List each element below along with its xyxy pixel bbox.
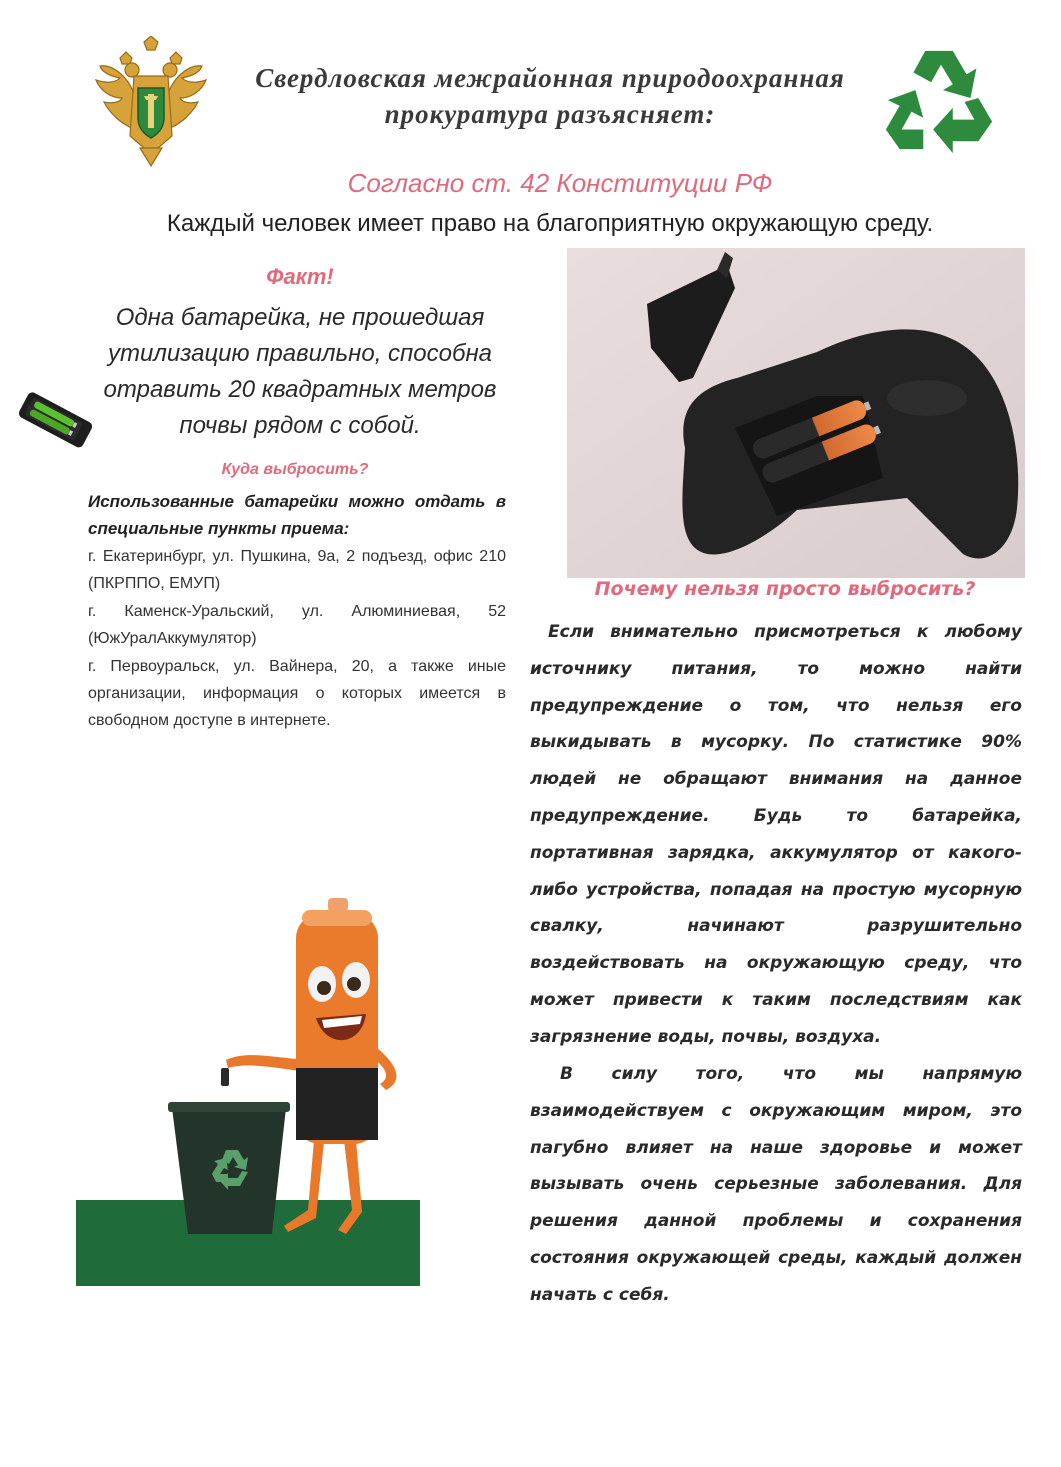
where-lead: Использованные батарейки можно отдать в специальные пункты приема: [88,492,506,538]
fact-title: Факт! [266,264,334,289]
constitution-reference: Согласно ст. 42 Конституции РФ [347,168,773,198]
battery-charger-icon [16,384,96,454]
recycle-icon [880,44,998,156]
address-item: г. Первоуральск, ул. Вайнера, 20, а также иные организации, информация о которых имеется в свободном доступе в интернете. [88,658,506,729]
controller-battery-photo [567,248,1025,578]
battery-mascot-illustration [76,890,420,1288]
page-title: Свердловская межрайонная природоохранная прокуратура разъясняет: [255,63,845,129]
rights-statement: Каждый человек имеет право на благоприятную окружающую среду. [166,210,934,237]
why-title: Почему нельзя просто выбросить? [594,578,976,600]
prosecutor-emblem-icon [92,36,210,168]
why-paragraph-1: Если внимательно присмотреться к любому источнику питания, то можно найти предупреждение о том, что нельзя его выкидывать в мусорку. По статистике 90% людей не обращают внимания на данное предупреждение. Будь то батарейка, портативная зарядка, аккумулятор от какого-либо устройства, попадая на простую мусорную свалку, начинают разрушительно воздействовать на окружающую среду, что может привести к таким последствиям как загрязнение воды, почвы, воздуха. [530,622,1022,1047]
address-item: г. Каменск-Уральский, ул. Алюминиевая, 52 (ЮжУралАккумулятор) [88,603,506,647]
where-title: Куда выбросить? [221,461,369,478]
why-paragraph-2: В силу того, что мы напрямую взаимодействуем с окружающим миром, это пагубно влияет на наше здоровье и может вызывать очень серьезные заболевания. Для решения данной проблемы и сохранения состояния окружающей среды, каждый должен начать с себя. [530,1064,1022,1305]
fact-text: Одна батарейка, не прошедшая утилизацию правильно, способна отравить 20 квадратных метров почвы рядом с собой. [103,304,497,439]
address-item: г. Екатеринбург, ул. Пушкина, 9а, 2 подъезд, офис 210 (ПКРППО, ЕМУП) [88,548,506,592]
